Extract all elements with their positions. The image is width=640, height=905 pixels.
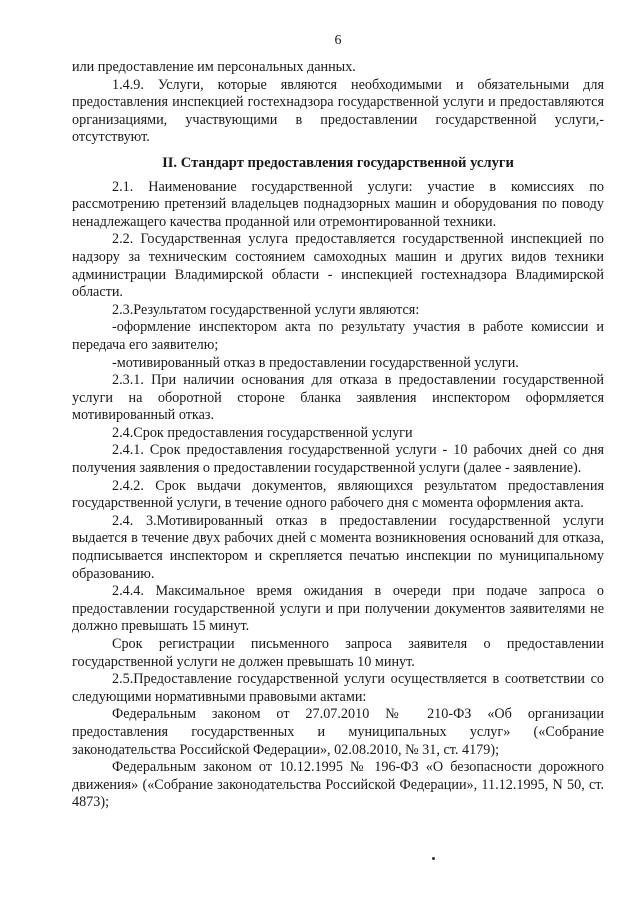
list-item: -мотивированный отказ в предоставлении государственной услуги. (112, 354, 519, 371)
paragraph-2-3-1: 2.3.1. При наличии основания для отказа в предоставлении государственной услуги на оборотной стороне бланка заявления инспектором оформляется мотивированный отказ. (72, 372, 604, 424)
section-heading: II. Стандарт предоставления государственной услуги (162, 154, 514, 171)
paragraph-2-5: 2.5.Предоставление государственной услуги осуществляется в соответствии со следующими нормативными правовыми актами: (72, 671, 604, 705)
paragraph-2-3: 2.3.Результатом государственной услуги являются: (112, 301, 420, 318)
paragraph-2-4-2: 2.4.2. Срок выдачи документов, являющихся результатом предоставления государственной услуги, в течение одного рабочего дня с момента оформления акта. (72, 477, 604, 512)
list-item: -оформление инспектором акта по результату участия в работе комиссии и передача его заявителю; (72, 319, 604, 353)
law-reference: Федеральным законом от 10.12.1995 № 196-ФЗ «О безопасности дорожного движения» («Собрание законодательства Российской Федерации», 11.12.1995, N 50, ст. 4873); (72, 759, 604, 811)
paragraph-2-4: 2.4.Срок предоставления государственной услуги (112, 424, 413, 441)
page-number: 6 (334, 33, 342, 48)
paragraph-2-4-1: 2.4.1. Срок предоставления государственной услуги - 10 рабочих дней со дня получения заявления о предоставлении государственной услуги (далее - заявление). (72, 442, 604, 477)
paragraph: 1.4.9. Услуги, которые являются необходимыми и обязательными для предоставления инспекцией гостехнадзора государственной услуги и предоставляются организациями, участвующими в предоставлении государственной услуги,- отсутствуют. (72, 76, 604, 146)
paragraph-2-2: 2.2. Государственная услуга предоставляется государственной инспекцией по надзору за техническим состоянием самоходных машин и других видов техники администрации Владимирской области - инспекцией гостехнадзора Владимирской области. (72, 231, 604, 301)
paragraph-2-4-3: 2.4. 3.Мотивированный отказ в предоставлении государственной услуги выдается в течение двух рабочих дней с момента возникновения оснований для отказа, подписывается инспектором и скрепляется печатью инспекции по муниципальному образованию. (72, 512, 604, 582)
paragraph-2-4-4: 2.4.4. Максимальное время ожидания в очереди при подаче запроса о предоставлении государственной услуги и при получении документов заявителями не должно превышать 15 минут. (72, 583, 604, 635)
paragraph-registration-time: Срок регистрации письменного запроса заявителя о предоставлении государственной услуги не должен превышать 10 минут. (72, 636, 604, 670)
paragraph: или предоставление им персональных данных. (72, 59, 356, 75)
law-reference: Федеральным законом от 27.07.2010 № 210-ФЗ «Об организации предоставления государственных и муниципальных услуг» («Собрание законодательства Российской Федерации», 02.08.2010, № 31, ст. 4179); (72, 706, 604, 758)
scan-speck (432, 857, 435, 860)
paragraph-2-1: 2.1. Наименование государственной услуги: участие в комиссиях по рассмотрению претензий владельцев поднадзорных машин и оборудования по поводу ненадлежащего качества проданной или отремонтированной техники. (72, 178, 604, 230)
document-body (72, 59, 604, 812)
